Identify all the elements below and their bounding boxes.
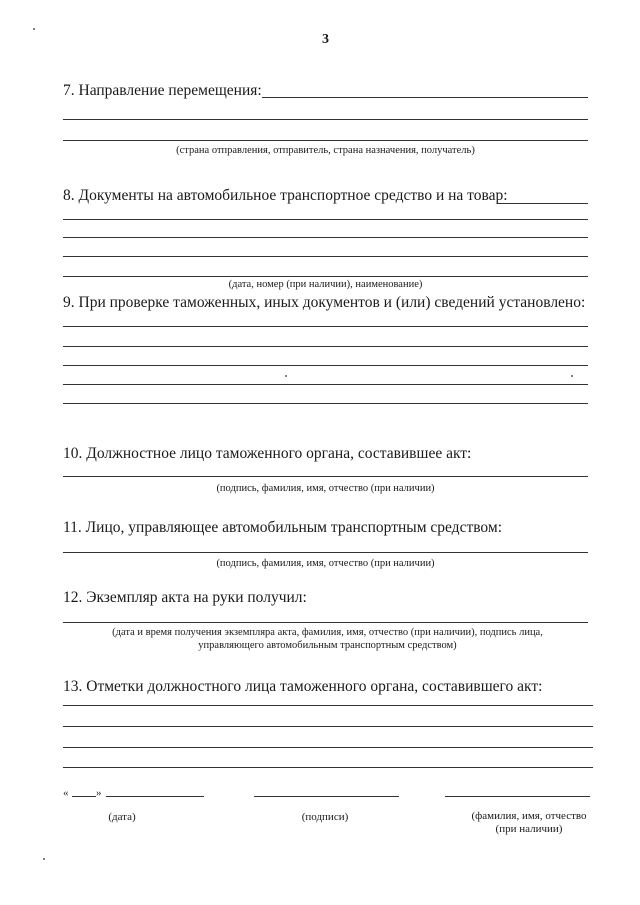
date-month-year-field[interactable]: [106, 796, 204, 797]
section-9-field-line[interactable]: [63, 326, 588, 327]
section-9-field-line[interactable]: [63, 403, 588, 404]
date-day-field[interactable]: [72, 796, 96, 797]
section-8-heading: 8. Документы на автомобильное транспортное средство и на товар:: [63, 187, 508, 204]
scan-speck: [33, 28, 35, 30]
signatures-field[interactable]: [254, 796, 399, 797]
section-8-field-line[interactable]: [63, 237, 588, 238]
section-7-field-line[interactable]: [63, 140, 588, 141]
section-13-field-line[interactable]: [63, 726, 593, 727]
section-12-signature-line[interactable]: [63, 622, 588, 623]
section-9-heading: 9. При проверке таможенных, иных документов и (или) сведений установлено:: [63, 294, 586, 311]
scan-speck: [285, 375, 287, 377]
section-8-field-line[interactable]: [63, 256, 588, 257]
section-8-field-line[interactable]: [63, 276, 588, 277]
section-7-field-line[interactable]: [63, 119, 588, 120]
section-10-heading: 10. Должностное лицо таможенного органа, составившее акт:: [63, 445, 472, 462]
section-8-caption: (дата, номер (при наличии), наименование): [228, 279, 423, 290]
section-8-field-line[interactable]: [63, 219, 588, 220]
date-label: (дата): [108, 811, 136, 823]
section-10-signature-line[interactable]: [63, 476, 588, 477]
section-11-caption: (подпись, фамилия, имя, отчество (при наличии): [216, 558, 435, 569]
section-13-field-line[interactable]: [63, 705, 593, 706]
date-open-quote: «: [63, 787, 69, 799]
signatures-label: (подписи): [301, 811, 349, 823]
scan-speck: [43, 858, 45, 860]
date-close-quote: »: [96, 787, 102, 799]
scan-speck: [571, 375, 573, 377]
names-field[interactable]: [445, 796, 590, 797]
section-12-caption: (дата и время получения экземпляра акта, фамилия, имя, отчество (при наличии), подпись лица, управляющего автомобильным транспортным средством): [112, 627, 543, 651]
section-12-heading: 12. Экземпляр акта на руки получил:: [63, 589, 307, 606]
section-13-heading: 13. Отметки должностного лица таможенного органа, составившего акт:: [63, 678, 543, 695]
section-13-field-line[interactable]: [63, 767, 593, 768]
section-8-field-line[interactable]: [497, 203, 588, 204]
section-13-field-line[interactable]: [63, 747, 593, 748]
page-number: 3: [322, 32, 329, 47]
section-9-field-line[interactable]: [63, 346, 588, 347]
section-7-caption: (страна отправления, отправитель, страна назначения, получатель): [176, 145, 475, 156]
section-9-field-line[interactable]: [63, 384, 588, 385]
section-7-field-line[interactable]: [262, 97, 588, 98]
section-11-signature-line[interactable]: [63, 552, 588, 553]
section-7-heading: 7. Направление перемещения:: [63, 82, 262, 99]
section-10-caption: (подпись, фамилия, имя, отчество (при наличии): [216, 483, 435, 494]
names-label: (фамилия, имя, отчество (при наличии): [471, 810, 587, 835]
section-11-heading: 11. Лицо, управляющее автомобильным транспортным средством:: [63, 519, 503, 536]
section-9-field-line[interactable]: [63, 365, 588, 366]
